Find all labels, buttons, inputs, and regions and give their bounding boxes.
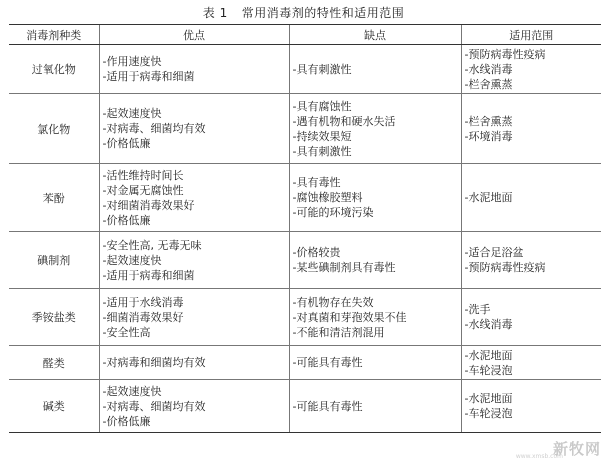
pros-item: -起效速度快 xyxy=(102,384,162,398)
cons-item: -持续效果短 xyxy=(292,129,352,143)
pros-item: -活性维持时间长 xyxy=(102,168,184,182)
scope-item: -水线消毒 xyxy=(464,318,513,331)
cell-cons xyxy=(289,232,461,289)
header-pros: 优点 xyxy=(99,25,289,45)
pros-item: -安全性高, 无毒无味 xyxy=(102,238,202,252)
pros-item: -对病毒和细菌均有效 xyxy=(102,356,206,369)
disinfectant-name: 氯化物 xyxy=(9,94,99,164)
cell-pros xyxy=(99,346,289,380)
table-row xyxy=(9,45,601,94)
disinfectant-table xyxy=(9,24,601,433)
scope-item: -预防病毒性疫病 xyxy=(464,47,546,61)
cell-pros xyxy=(99,232,289,289)
scope-item: -预防病毒性疫病 xyxy=(464,261,546,274)
cons-item: -不能和清洁剂混用 xyxy=(292,325,385,339)
pros-item: -价格低廉 xyxy=(102,414,151,428)
pros-item: -适用于水线消毒 xyxy=(102,295,184,309)
scope-item: -栏舍熏蒸 xyxy=(464,77,513,91)
cons-item: -有机物存在失效 xyxy=(292,295,374,309)
caption-number: 表 1 xyxy=(202,6,228,20)
pros-item: -起效速度快 xyxy=(102,107,162,120)
pros-item: -安全性高 xyxy=(102,325,151,339)
disinfectant-name: 醛类 xyxy=(9,346,99,380)
caption-title: 常用消毒剂的特性和适用范围 xyxy=(241,6,405,20)
cell-scope xyxy=(461,346,601,380)
table-row xyxy=(9,380,601,433)
scope-item: -环境消毒 xyxy=(464,129,513,143)
cons-item: -对真菌和芽孢效果不佳 xyxy=(292,310,407,324)
table-caption xyxy=(0,4,607,21)
cons-item: -可能具有毒性 xyxy=(292,399,363,413)
header-cons: 缺点 xyxy=(289,25,461,45)
scope-item: -适合足浴盆 xyxy=(464,246,524,259)
pros-item: -细菌消毒效果好 xyxy=(102,310,184,324)
cell-pros xyxy=(99,164,289,232)
scope-item: -水泥地面 xyxy=(464,191,513,204)
cell-cons xyxy=(289,346,461,380)
cell-cons xyxy=(289,164,461,232)
pros-item: -价格低廉 xyxy=(102,213,151,227)
disinfectant-name: 过氧化物 xyxy=(9,45,99,94)
cell-scope xyxy=(461,289,601,346)
pros-item: -对病毒、细菌均有效 xyxy=(102,122,206,135)
cell-pros xyxy=(99,289,289,346)
scope-item: -洗手 xyxy=(464,303,491,316)
cons-item: -价格较贵 xyxy=(292,246,341,259)
cell-scope xyxy=(461,380,601,433)
disinfectant-name: 季铵盐类 xyxy=(9,289,99,346)
cell-scope xyxy=(461,232,601,289)
scope-item: -车轮浸泡 xyxy=(464,363,513,377)
cell-cons xyxy=(289,94,461,164)
disinfectant-name: 碘制剂 xyxy=(9,232,99,289)
disinfectant-name: 苯酚 xyxy=(9,164,99,232)
cons-item: -遇有机物和硬水失活 xyxy=(292,114,396,128)
cell-pros xyxy=(99,94,289,164)
cons-item: -可能的环境污染 xyxy=(292,206,374,219)
table-row xyxy=(9,289,601,346)
scope-item: -水线消毒 xyxy=(464,62,513,76)
pros-item: -起效速度快 xyxy=(102,253,162,267)
header-row xyxy=(9,25,601,45)
pros-item: -适用于病毒和细菌 xyxy=(102,268,195,282)
scope-item: -水泥地面 xyxy=(464,348,513,362)
cons-item: -腐蚀橡胶塑料 xyxy=(292,191,363,204)
table-row xyxy=(9,346,601,380)
cell-pros xyxy=(99,380,289,433)
cons-item: -具有刺激性 xyxy=(292,144,352,158)
cell-scope xyxy=(461,94,601,164)
scope-item: -车轮浸泡 xyxy=(464,407,513,420)
table-row xyxy=(9,232,601,289)
scope-item: -水泥地面 xyxy=(464,392,513,405)
cell-cons xyxy=(289,380,461,433)
cell-cons xyxy=(289,289,461,346)
cell-scope xyxy=(461,45,601,94)
header-scope: 适用范围 xyxy=(461,25,601,45)
cons-item: -某些碘制剂具有毒性 xyxy=(292,261,396,274)
pros-item: -对细菌消毒效果好 xyxy=(102,198,195,212)
pros-item: -作用速度快 xyxy=(102,55,162,68)
pros-item: -对金属无腐蚀性 xyxy=(102,183,184,197)
cons-item: -具有毒性 xyxy=(292,176,341,189)
header-type: 消毒剂种类 xyxy=(9,25,99,45)
table-row xyxy=(9,164,601,232)
cons-item: -具有腐蚀性 xyxy=(292,99,352,113)
cons-item: -可能具有毒性 xyxy=(292,356,363,369)
pros-item: -价格低廉 xyxy=(102,137,151,150)
watermark-logo: 新牧网 xyxy=(552,440,601,458)
disinfectant-name: 碱类 xyxy=(9,380,99,433)
pros-item: -对病毒、细菌均有效 xyxy=(102,399,206,413)
cell-scope xyxy=(461,164,601,232)
cons-item: -具有刺激性 xyxy=(292,62,352,76)
watermark-url: www.xmsb.com xyxy=(515,453,563,460)
pros-item: -适用于病毒和细菌 xyxy=(102,70,195,83)
table-row xyxy=(9,94,601,164)
scope-item: -栏舍熏蒸 xyxy=(464,114,513,128)
cell-cons xyxy=(289,45,461,94)
cell-pros xyxy=(99,45,289,94)
